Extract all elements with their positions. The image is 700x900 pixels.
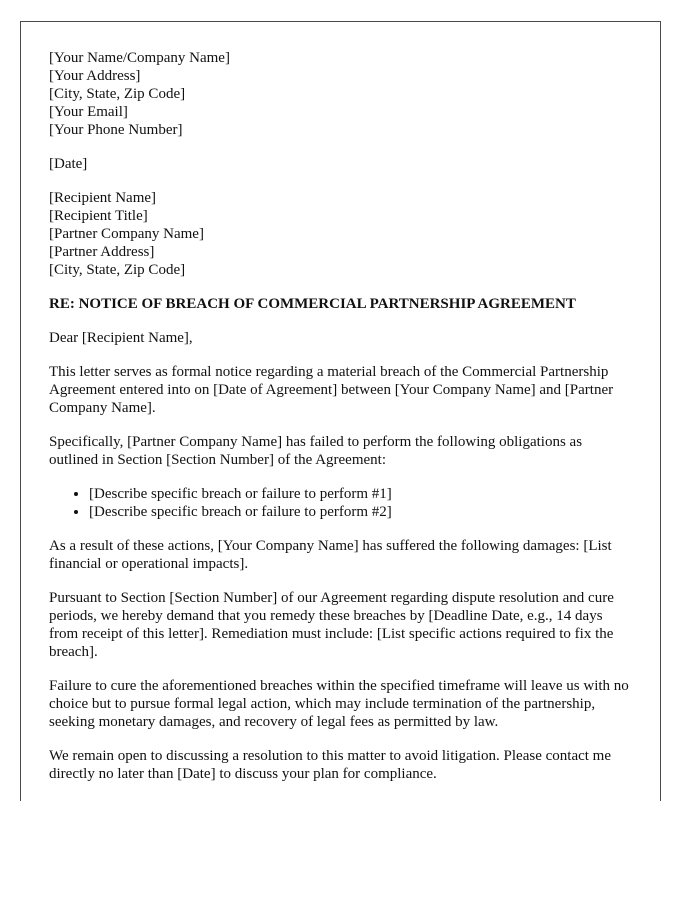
subject-line: RE: NOTICE OF BREACH OF COMMERCIAL PARTNERSHIP AGREEMENT: [49, 296, 576, 312]
sender-block: [49, 49, 634, 139]
closing-paragraph: We remain open to discussing a resolution to this matter to avoid litigation. Please contact me directly no later than [Date] to discuss your plan for compliance.: [49, 748, 612, 782]
sender-address: [Your Address]: [49, 68, 141, 84]
list-item: • [Describe specific breach or failure to perform #1]: [89, 485, 634, 503]
recipient-company: [Partner Company Name]: [49, 226, 204, 242]
list-item: • [Describe specific breach or failure to perform #2]: [89, 503, 634, 521]
sender-phone: [Your Phone Number]: [49, 122, 183, 138]
specifics-paragraph: Specifically, [Partner Company Name] has failed to perform the following obligations as outlined in Section [Section Number] of the Agreement:: [49, 434, 583, 468]
intro-paragraph: This letter serves as formal notice regarding a material breach of the Commercial Partnership Agreement entered into on [Date of Agreement] between [Your Company Name] and [Partner Company Name].: [49, 364, 614, 416]
document-page: [20, 21, 661, 801]
damages-paragraph: As a result of these actions, [Your Company Name] has suffered the following damages: [List financial or operational impacts].: [49, 538, 612, 572]
recipient-address: [Partner Address]: [49, 244, 155, 260]
sender-city: [City, State, Zip Code]: [49, 86, 186, 102]
recipient-block: [49, 189, 634, 279]
breach-list: [49, 485, 634, 521]
consequences-paragraph: Failure to cure the aforementioned breaches within the specified timeframe will leave us with no choice but to pursue formal legal action, which may include termination of the partnership, seeking monetary damages, and recovery of legal fees as permitted by law.: [49, 678, 629, 730]
remedy-paragraph: Pursuant to Section [Section Number] of our Agreement regarding dispute resolution and cure periods, we hereby demand that you remedy these breaches by [Deadline Date, e.g., 14 days from receipt of this letter]. Remediation must include: [List specific actions required to fix the breach].: [49, 590, 614, 660]
salutation: Dear [Recipient Name],: [49, 330, 193, 346]
sender-email: [Your Email]: [49, 104, 128, 120]
date-line: [Date]: [49, 156, 88, 172]
recipient-city: [City, State, Zip Code]: [49, 262, 186, 278]
recipient-name: [Recipient Name]: [49, 190, 157, 206]
recipient-title: [Recipient Title]: [49, 208, 148, 224]
sender-name: [Your Name/Company Name]: [49, 50, 230, 66]
letter-body: [49, 49, 634, 799]
